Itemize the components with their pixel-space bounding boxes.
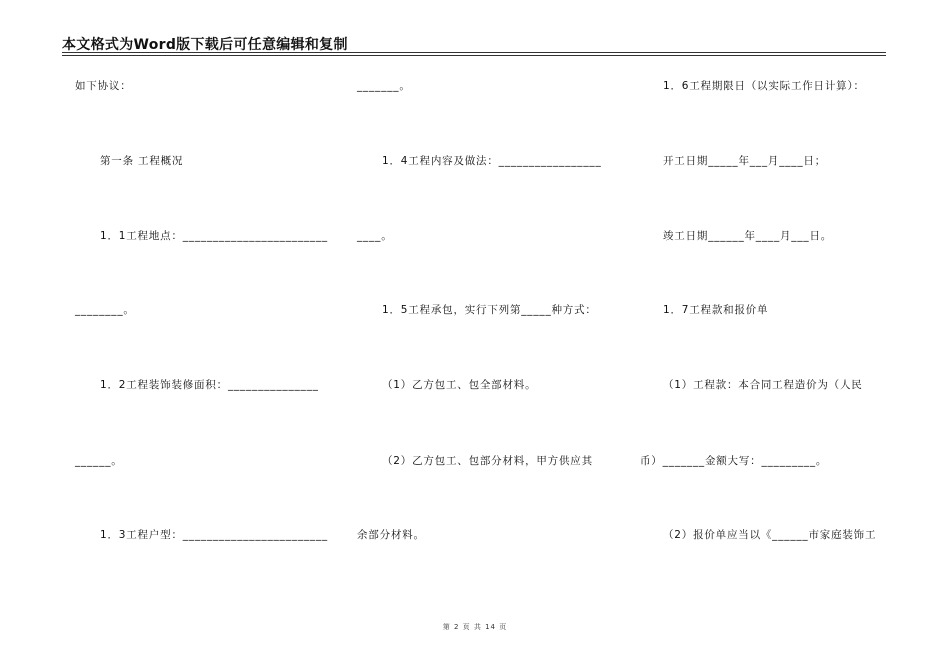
left-line-5: 1．2工程装饰装修面积：_______________ xyxy=(100,379,319,391)
right-line-7: （2）报价单应当以《______市家庭装饰工 xyxy=(663,529,877,541)
middle-line-6: （2）乙方包工、包部分材料，甲方供应其 xyxy=(382,455,593,467)
left-line-4: ________。 xyxy=(75,304,135,316)
left-line-2: 第一条 工程概况 xyxy=(100,155,184,167)
middle-line-5: （1）乙方包工、包全部材料。 xyxy=(382,379,537,391)
left-line-1: 如下协议： xyxy=(75,80,132,92)
middle-line-3: ____。 xyxy=(357,230,393,242)
middle-line-1: _______。 xyxy=(357,80,411,92)
header-rule-bottom xyxy=(62,55,886,56)
left-line-3: 1．1工程地点：________________________ xyxy=(100,230,328,242)
left-line-7: 1．3工程户型：________________________ xyxy=(100,529,328,541)
right-line-3: 竣工日期______年____月___日。 xyxy=(663,230,833,242)
right-line-2: 开工日期_____年___月____日； xyxy=(663,155,826,167)
middle-line-4: 1．5工程承包，实行下列第_____种方式： xyxy=(382,304,597,316)
left-line-6: ______。 xyxy=(75,455,123,467)
right-line-1: 1．6工程期限日（以实际工作日计算）： xyxy=(663,80,865,92)
right-line-6: 币）_______金额大写：_________。 xyxy=(640,455,828,467)
right-line-4: 1．7工程款和报价单 xyxy=(663,304,769,316)
middle-line-7: 余部分材料。 xyxy=(357,529,425,541)
page-footer: 第 2 页 共 14 页 xyxy=(442,623,508,631)
middle-line-2: 1．4工程内容及做法：_________________ xyxy=(382,155,602,167)
right-line-5: （1）工程款：本合同工程造价为（人民 xyxy=(663,379,863,391)
page-header-title: 本文格式为Word版下载后可任意编辑和复制 xyxy=(62,37,348,53)
header-rule-top xyxy=(62,52,886,53)
